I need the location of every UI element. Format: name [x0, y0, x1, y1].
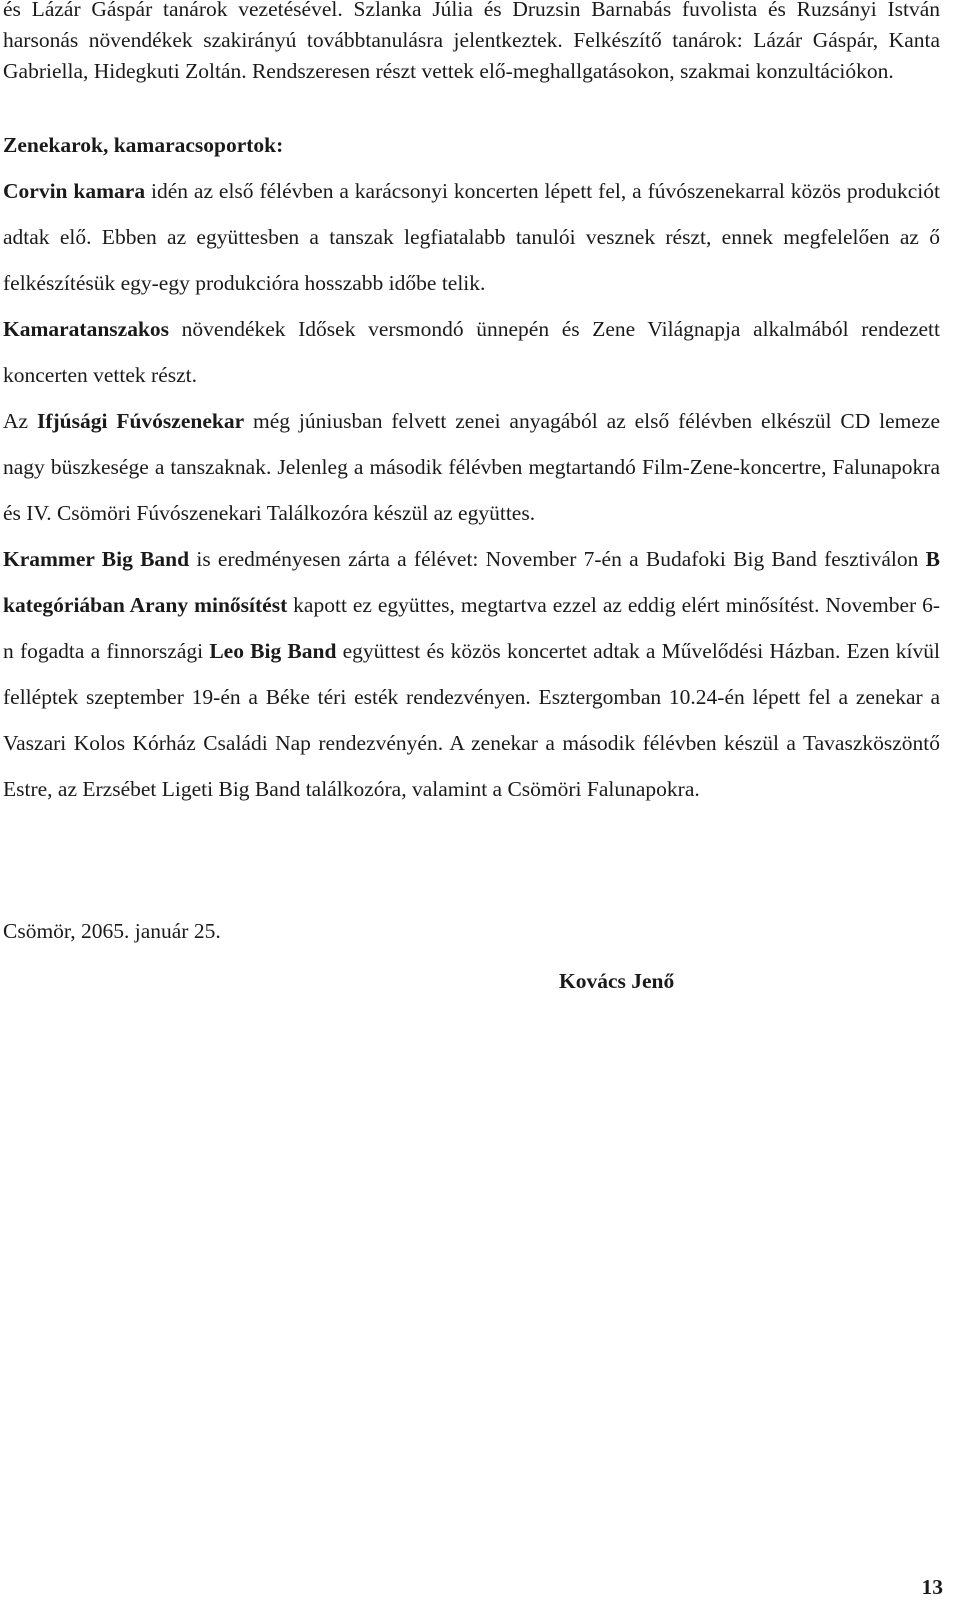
section-heading: Zenekarok, kamaracsoportok:: [3, 133, 284, 157]
fuvoszenekar-lead: Az: [3, 409, 37, 433]
document-page: [3, 0, 940, 996]
page-number: 13: [921, 1575, 943, 1599]
leo-big-band: Leo Big Band: [209, 639, 337, 663]
fuvoszenekar-name: Ifjúsági Fúvószenekar: [36, 409, 245, 433]
fuvoszenekar-paragraph: [3, 398, 940, 536]
kamara-text: növendékek Idősek versmondó ünnepén és Zene Világnapja alkalmából rendezett koncerten vettek részt.: [3, 317, 940, 387]
bigband-text-1: is eredményesen zárta a félévet: November 7-én a Budafoki Big Band fesztiválon: [189, 547, 926, 571]
bigband-award: B kategóriában Arany minősítést: [3, 547, 940, 617]
kamara-paragraph: [3, 306, 940, 398]
fuvoszenekar-text: még júniusban felvett zenei anyagából az első félévben elkészül CD lemeze nagy büszkesége a tanszaknak. Jelenleg a második félévben megtartandó Film-Zene-koncertre, Falunapokra és IV. Csömöri Fúvószenekari Találkozóra készül az együttes.: [3, 409, 940, 525]
bigband-paragraph: [3, 536, 940, 812]
corvin-text: idén az első félévben a karácsonyi koncerten lépett fel, a fúvószenekarral közös produkciót adtak elő. Ebben az együttesben a tanszak legfiatalabb tanulói vesznek részt, ennek megfelelően az ő felkészítésük egy-egy produkcióra hosszabb időbe telik.: [3, 179, 940, 295]
bigband-name: Krammer Big Band: [3, 547, 190, 571]
corvin-name: Corvin kamara: [3, 179, 146, 203]
date-line: Csömör, 2065. január 25.: [3, 919, 221, 943]
bigband-text-2: kapott ez együttes, megtartva ezzel az eddig elért minősítést. November 6-n fogadta a finnországi: [3, 593, 941, 663]
kamara-name: Kamaratanszakos: [3, 317, 170, 341]
corvin-paragraph: [3, 168, 940, 306]
bigband-text-3: együttest és közös koncertet adtak a Művelődési Házban. Ezen kívül felléptek szeptember 19-én a Béke téri esték rendezvényen. Esztergomban 10.24-én lépett fel a zenekar a Vaszari Kolos Kórház Családi Nap rendezvényén. A zenekar a második félévben készül a Tavaszköszöntő Estre, az Erzsébet Ligeti Big Band találkozóra, valamint a Csömöri Falunapokra.: [3, 639, 940, 801]
signature: Kovács Jenő: [559, 969, 675, 993]
intro-paragraph: és Lázár Gáspár tanárok vezetésével. Szlanka Júlia és Druzsin Barnabás fuvolista és Ruzsányi István harsonás növendékek szakirányú továbbtanulásra jelentkeztek. Felkészítő tanárok: Lázár Gáspár, Kanta Gabriella, Hidegkuti Zoltán. Rendszeresen részt vettek elő-meghallgatásokon, szakmai konzultációkon.: [3, 0, 940, 83]
